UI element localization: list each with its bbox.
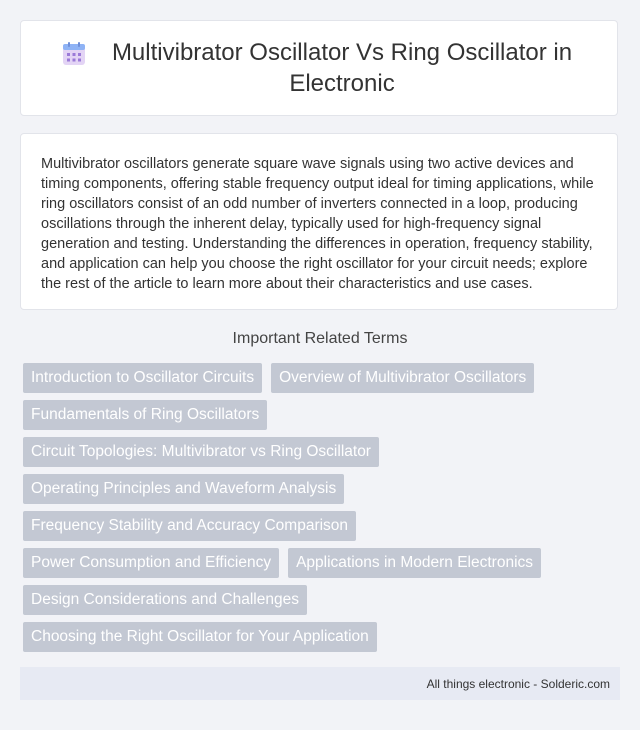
tag-row [20, 363, 620, 393]
term-tag[interactable]: Introduction to Oscillator Circuits [23, 363, 262, 393]
tag-row [20, 622, 620, 652]
term-tag[interactable]: Design Considerations and Challenges [23, 585, 307, 615]
tag-row [20, 400, 620, 430]
summary-text: Multivibrator oscillators generate square wave signals using two active devices and timing components, offering stable frequency output ideal for timing applications, while ring oscillators consist of an odd number of inverters connected in a loop, producing oscillations through the inherent delay, typically used for high-frequency signal generation and testing. Understanding the differences in operation, frequency stability, and application can help you choose the right oscillator for your circuit needs; explore the rest of the article to learn more about their characteristics and use cases. [41, 156, 594, 292]
page-title: Multivibrator Oscillator Vs Ring Oscillator in Electronic [111, 39, 573, 97]
tag-row [20, 585, 620, 615]
term-tag[interactable]: Circuit Topologies: Multivibrator vs Ring Oscillator [23, 437, 379, 467]
tag-row [20, 474, 620, 504]
title-card [20, 20, 618, 116]
title-row [61, 37, 577, 99]
calendar-icon [61, 41, 87, 67]
footer [20, 667, 620, 700]
term-tag[interactable]: Choosing the Right Oscillator for Your Application [23, 622, 377, 652]
summary-card [20, 133, 618, 310]
related-terms-heading: Important Related Terms [232, 330, 408, 347]
related-terms-list [20, 363, 620, 659]
term-tag[interactable]: Operating Principles and Waveform Analysis [23, 474, 344, 504]
tag-row [20, 548, 620, 578]
tag-row [20, 437, 620, 467]
footer-credit: All things electronic - Solderic.com [426, 676, 610, 691]
term-tag[interactable]: Overview of Multivibrator Oscillators [271, 363, 534, 393]
term-tag[interactable]: Frequency Stability and Accuracy Comparison [23, 511, 356, 541]
tag-row [20, 511, 620, 541]
term-tag[interactable]: Power Consumption and Efficiency [23, 548, 279, 578]
term-tag[interactable]: Fundamentals of Ring Oscillators [23, 400, 267, 430]
term-tag[interactable]: Applications in Modern Electronics [288, 548, 541, 578]
